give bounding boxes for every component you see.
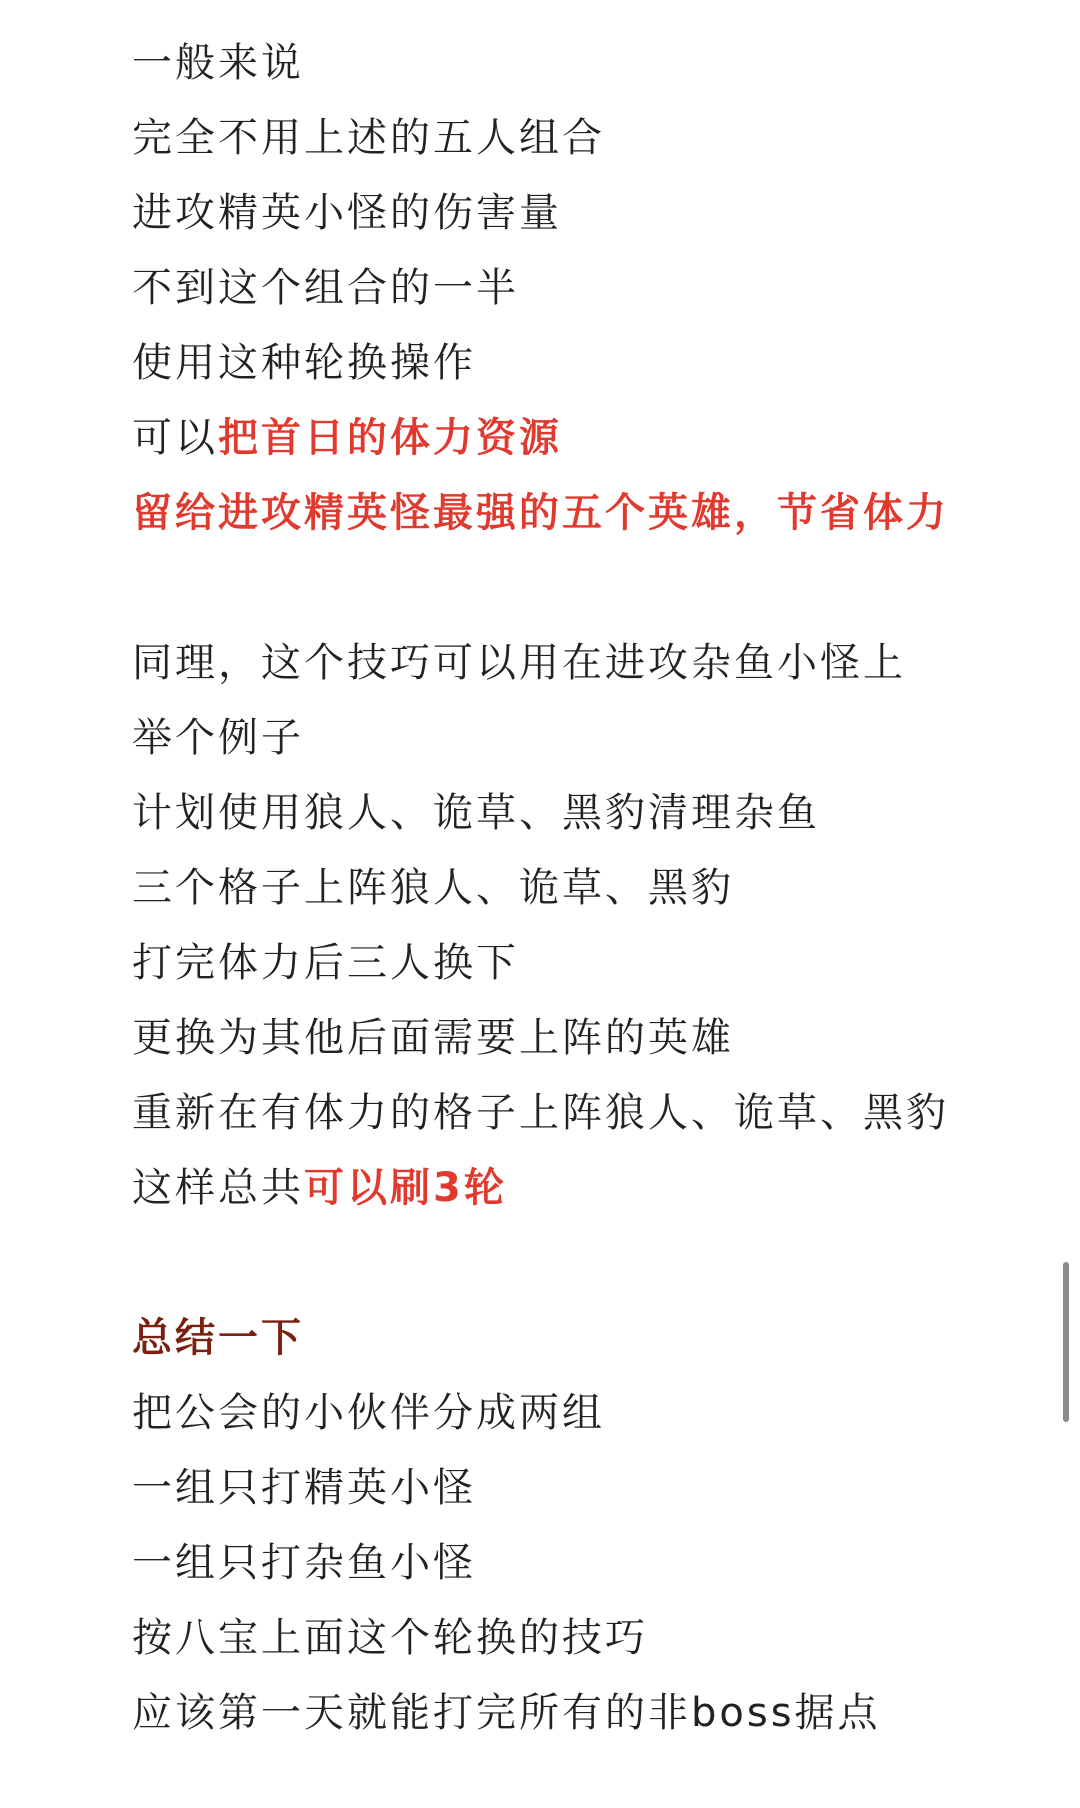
highlight-text: 可以刷3轮 <box>304 1165 507 1211</box>
text-line: 三个格子上阵狼人、诡草、黑豹 <box>132 865 734 911</box>
text-line: 按八宝上面这个轮换的技巧 <box>132 1615 648 1661</box>
text-segment: 这样总共 <box>132 1165 304 1211</box>
text-line: 重新在有体力的格子上阵狼人、诡草、黑豹 <box>132 1090 949 1136</box>
text-line: 一组只打杂鱼小怪 <box>132 1540 476 1586</box>
text-line: 使用这种轮换操作 <box>132 340 476 386</box>
text-line <box>132 1151 992 1226</box>
text-line: 同理，这个技巧可以用在进攻杂鱼小怪上 <box>132 640 906 686</box>
text-line: 应该第一天就能打完所有的非boss据点 <box>132 1690 881 1736</box>
highlight-text: 把首日的体力资源 <box>218 415 562 461</box>
text-line: 完全不用上述的五人组合 <box>132 115 605 161</box>
text-line: 打完体力后三人换下 <box>132 940 519 986</box>
text-line: 一组只打精英小怪 <box>132 1465 476 1511</box>
text-segment: 可以 <box>132 415 218 461</box>
text-line: 不到这个组合的一半 <box>132 265 519 311</box>
text-line: 更换为其他后面需要上阵的英雄 <box>132 1015 734 1061</box>
highlight-line: 留给进攻精英怪最强的五个英雄，节省体力 <box>132 490 949 536</box>
text-line: 一般来说 <box>132 40 304 86</box>
summary-heading: 总结一下 <box>132 1315 304 1361</box>
scrollbar-thumb[interactable] <box>1063 1262 1069 1422</box>
text-line: 举个例子 <box>132 715 304 761</box>
paragraph-gap <box>132 1226 992 1301</box>
text-line <box>132 401 992 476</box>
text-line: 把公会的小伙伴分成两组 <box>132 1390 605 1436</box>
paragraph-gap <box>132 551 992 626</box>
text-line: 计划使用狼人、诡草、黑豹清理杂鱼 <box>132 790 820 836</box>
article-body <box>132 26 992 1751</box>
text-line: 进攻精英小怪的伤害量 <box>132 190 562 236</box>
